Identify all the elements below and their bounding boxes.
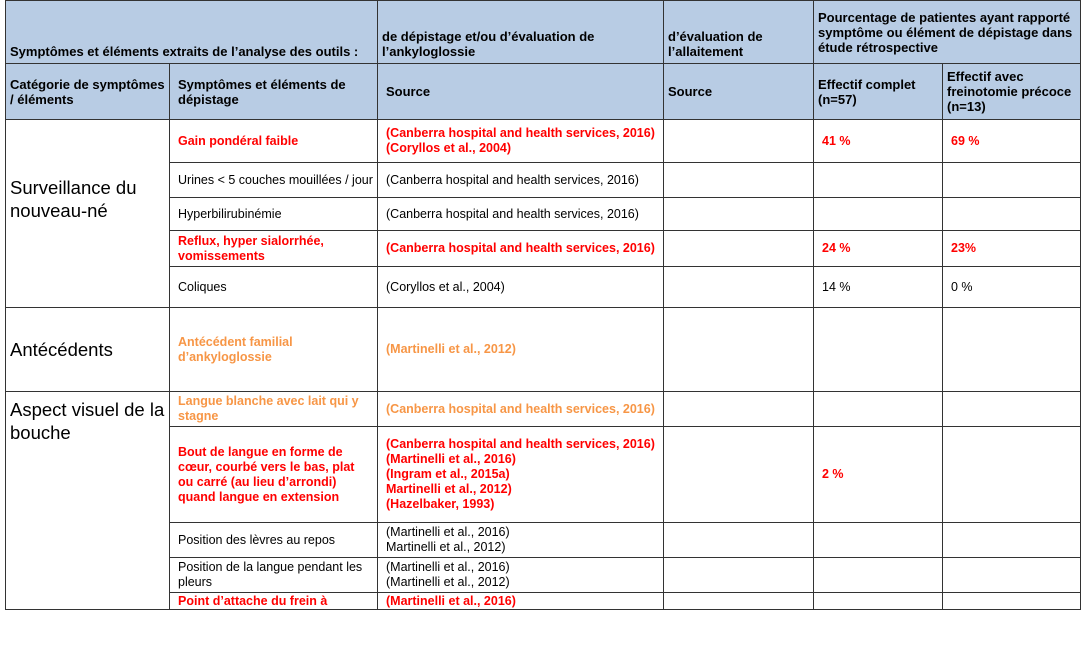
source2-cell [664, 198, 814, 231]
category-cell: Aspect visuel de la bouche [6, 392, 170, 610]
early-frenotomy-cell [943, 308, 1081, 392]
header-breastfeeding-tools: d’évaluation de l’allaitement [664, 1, 814, 64]
full-sample-cell [814, 523, 943, 558]
symptom-cell: Coliques [170, 267, 378, 308]
early-frenotomy-cell [943, 593, 1081, 610]
source2-cell [664, 392, 814, 427]
source-cell: (Martinelli et al., 2012) [378, 308, 664, 392]
header-percentage: Pourcentage de patientes ayant rapporté symptôme ou élément de dépistage dans étude rétrospective [814, 1, 1081, 64]
symptom-cell: Antécédent familial d’ankyloglossie [170, 308, 378, 392]
full-sample-cell [814, 593, 943, 610]
early-frenotomy-cell [943, 392, 1081, 427]
source-cell: (Coryllos et al., 2004) [378, 267, 664, 308]
source2-cell [664, 523, 814, 558]
table-row [6, 392, 1081, 427]
symptom-cell: Langue blanche avec lait qui y stagne [170, 392, 378, 427]
header-category: Catégorie de symptômes / éléments [6, 64, 170, 120]
table-row [6, 120, 1081, 163]
symptom-cell: Position de la langue pendant les pleurs [170, 558, 378, 593]
source-cell: (Martinelli et al., 2016) (Martinelli et al., 2012) [378, 558, 664, 593]
category-cell: Antécédents [6, 308, 170, 392]
category-cell: Surveillance du nouveau-né [6, 120, 170, 308]
source2-cell [664, 308, 814, 392]
symptom-cell: Bout de langue en forme de cœur, courbé vers le bas, plat ou carré (au lieu d’arrondi) quand langue en extension [170, 427, 378, 523]
source2-cell [664, 267, 814, 308]
full-sample-cell: 14 % [814, 267, 943, 308]
full-sample-cell: 2 % [814, 427, 943, 523]
header-screening-tools: de dépistage et/ou d’évaluation de l’ankyloglossie [378, 1, 664, 64]
full-sample-cell: 24 % [814, 231, 943, 267]
symptom-cell: Hyperbilirubinémie [170, 198, 378, 231]
symptom-cell: Position des lèvres au repos [170, 523, 378, 558]
header-row-2 [6, 64, 1081, 120]
source-cell: (Martinelli et al., 2016) [378, 593, 664, 610]
symptom-table [5, 0, 1081, 610]
table-row [6, 308, 1081, 392]
source2-cell [664, 427, 814, 523]
source-cell: (Canberra hospital and health services, 2016) [378, 198, 664, 231]
source-cell: (Canberra hospital and health services, 2016) (Coryllos et al., 2004) [378, 120, 664, 163]
header-source-2: Source [664, 64, 814, 120]
source2-cell [664, 163, 814, 198]
header-source-1: Source [378, 64, 664, 120]
early-frenotomy-cell [943, 523, 1081, 558]
symptom-cell: Urines < 5 couches mouillées / jour [170, 163, 378, 198]
source2-cell [664, 593, 814, 610]
source-cell: (Canberra hospital and health services, 2016) [378, 163, 664, 198]
header-symptoms-extracted: Symptômes et éléments extraits de l’analyse des outils : [6, 1, 378, 64]
symptom-cell: Point d’attache du frein à [170, 593, 378, 610]
source-cell: (Canberra hospital and health services, 2016) (Martinelli et al., 2016) (Ingram et al., 2015a) Martinelli et al., 2012) (Hazelbaker, 1993) [378, 427, 664, 523]
early-frenotomy-cell: 69 % [943, 120, 1081, 163]
early-frenotomy-cell [943, 427, 1081, 523]
header-full-sample: Effectif complet (n=57) [814, 64, 943, 120]
source-cell: (Martinelli et al., 2016) Martinelli et al., 2012) [378, 523, 664, 558]
early-frenotomy-cell: 23% [943, 231, 1081, 267]
early-frenotomy-cell [943, 198, 1081, 231]
source2-cell [664, 120, 814, 163]
early-frenotomy-cell [943, 163, 1081, 198]
full-sample-cell [814, 392, 943, 427]
header-symptom: Symptômes et éléments de dépistage [170, 64, 378, 120]
source-cell: (Canberra hospital and health services, 2016) [378, 392, 664, 427]
header-row-1 [6, 1, 1081, 64]
early-frenotomy-cell: 0 % [943, 267, 1081, 308]
early-frenotomy-cell [943, 558, 1081, 593]
full-sample-cell [814, 308, 943, 392]
symptom-cell: Reflux, hyper sialorrhée, vomissements [170, 231, 378, 267]
full-sample-cell [814, 198, 943, 231]
full-sample-cell [814, 163, 943, 198]
header-early-frenotomy: Effectif avec freinotomie précoce (n=13) [943, 64, 1081, 120]
full-sample-cell [814, 558, 943, 593]
source2-cell [664, 231, 814, 267]
symptom-cell: Gain pondéral faible [170, 120, 378, 163]
full-sample-cell: 41 % [814, 120, 943, 163]
source2-cell [664, 558, 814, 593]
source-cell: (Canberra hospital and health services, 2016) [378, 231, 664, 267]
